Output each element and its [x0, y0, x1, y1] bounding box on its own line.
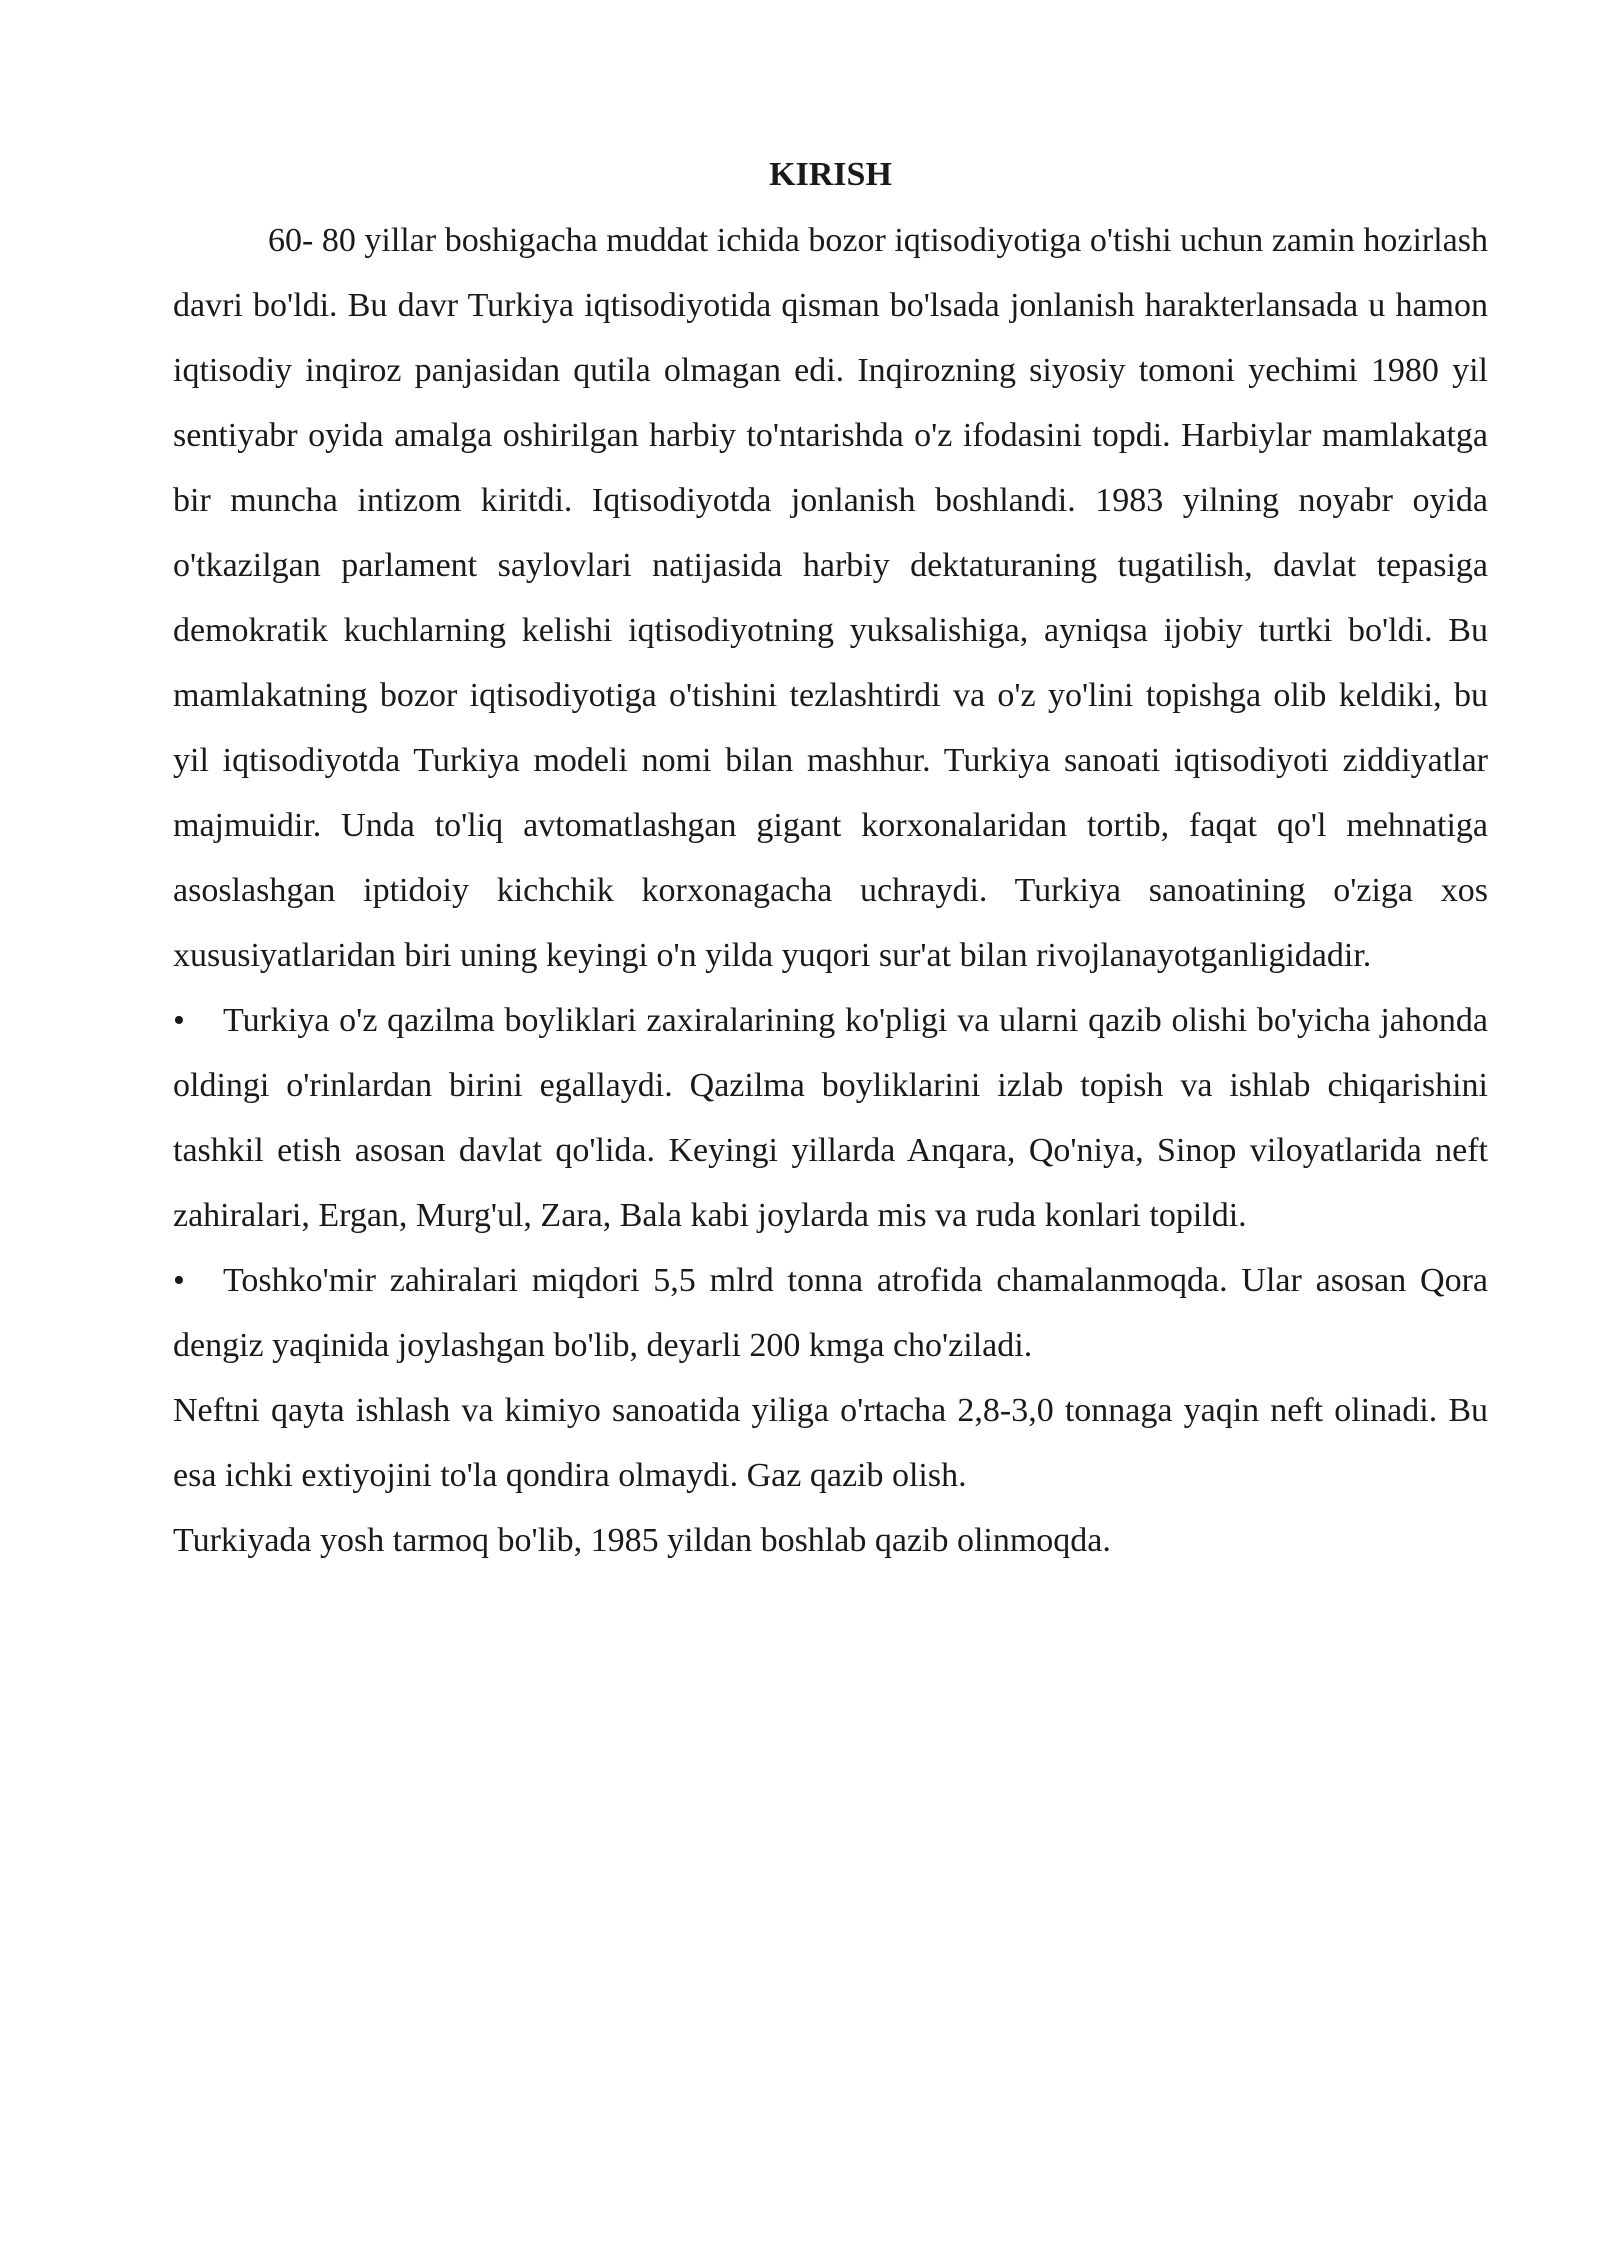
bullet-marker: • — [173, 1262, 185, 1299]
gas-paragraph: Turkiyada yosh tarmoq bo'lib, 1985 yildan boshlab qazib olinmoqda. — [173, 1522, 1111, 1559]
bullet-item-coal — [173, 1248, 1488, 1378]
bullet-text: Toshko'mir zahiralari miqdori 5,5 mlrd tonna atrofida chamalanmoqda. Ular asosan Qora dengiz yaqinida joylashgan bo'lib, deyarli 200 kmga cho'ziladi. — [173, 1262, 1488, 1364]
document-title: KIRISH — [769, 156, 892, 193]
bullet-item-minerals — [173, 988, 1488, 1248]
oil-refining-paragraph: Neftni qayta ishlash va kimiyo sanoatida yiliga o'rtacha 2,8-3,0 tonnaga yaqin neft olinadi. Bu esa ichki extiyojini to'la qondira olmaydi. Gaz qazib olish. — [173, 1392, 1488, 1494]
document-body — [173, 150, 1488, 1573]
bullet-text: Turkiya o'z qazilma boyliklari zaxiralarining ko'pligi va ularni qazib olishi bo'yicha jahonda oldingi o'rinlardan birini egallaydi. Qazilma boyliklarini izlab topish va ishlab chiqarishini tashkil etish asosan davlat qo'lida. Keyingi yillarda Anqara, Qo'niya, Sinop viloyatlarida neft zahiralari, Ergan, Murg'ul, Zara, Bala kabi joylarda mis va ruda konlari topildi. — [173, 1002, 1488, 1234]
intro-paragraph: 60- 80 yillar boshigacha muddat ichida bozor iqtisodiyotiga o'tishi uchun zamin hozirlash davri bo'ldi. Bu davr Turkiya iqtisodiyotida qisman bo'lsada jonlanish harakterlansada u hamon iqtisodiy inqiroz panjasidan qutila olmagan edi. Inqirozning siyosiy tomoni yechimi 1980 yil sentiyabr oyida amalga oshirilgan harbiy to'ntarishda o'z ifodasini topdi. Harbiylar mamlakatga bir muncha intizom kiritdi. Iqtisodiyotda jonlanish boshlandi. 1983 yilning noyabr oyida o'tkazilgan parlament saylovlari natijasida harbiy dektaturaning tugatilish, davlat tepasiga demokratik kuchlarning kelishi iqtisodiyotning yuksalishiga, ayniqsa ijobiy turtki bo'ldi. Bu mamlakatning bozor iqtisodiyotiga o'tishini tezlashtirdi va o'z yo'lini topishga olib keldiki, bu yil iqtisodiyotda Turkiya modeli nomi bilan mashhur. Turkiya sanoati iqtisodiyoti ziddiyatlar majmuidir. Unda to'liq avtomatlashgan gigant korxonalaridan tortib, faqat qo'l mehnatiga asoslashgan iptidoiy kichchik korxonagacha uchraydi. Turkiya sanoatining o'ziga xos xususiyatlaridan biri uning keyingi o'n yilda yuqori sur'at bilan rivojlanayotganligidadir. — [173, 222, 1488, 974]
bullet-marker: • — [173, 1002, 185, 1039]
